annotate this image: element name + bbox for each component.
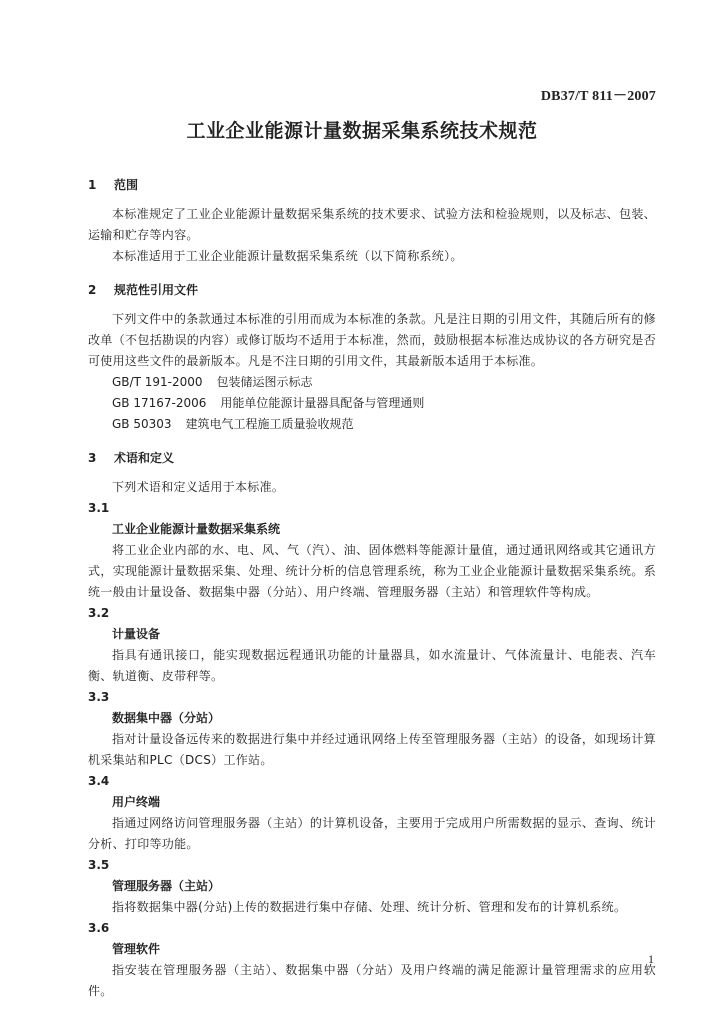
references-paragraph: 下列文件中的条款通过本标准的引用而成为本标准的条款。凡是注日期的引用文件，其随后所有的修改单（不包括勘误的内容）或修订版均不适用于本标准，然而，鼓励根据本标准达成协议的各方研究是否可使用这些文件的最新版本。凡是不注日期的引用文件，其最新版本适用于本标准。 — [88, 312, 656, 368]
clause-number: 3.5 — [88, 858, 110, 872]
section-title: 规范性引用文件 — [114, 283, 199, 297]
section-title: 范围 — [114, 178, 139, 192]
term-definition: 指对计量设备远传来的数据进行集中并经过通讯网络上传至管理服务器（主站）的设备，如现场计算机采集站和PLC（DCS）工作站。 — [88, 732, 656, 767]
reference-item — [112, 414, 656, 435]
reference-name: 用能单位能源计量器具配备与管理通则 — [220, 396, 425, 410]
document-number: DB37/T 811－2007 — [540, 89, 656, 104]
reference-item — [112, 372, 656, 393]
clause-number: 3.3 — [88, 690, 110, 704]
term-definition: 将工业企业内部的水、电、风、气（汽）、油、固体燃料等能源计量值，通过通讯网络或其它通讯方式，实现能源计量数据采集、处理、统计分析的信息管理系统，称为工业企业能源计量数据采集系统。系统一般由计量设备、数据集中器（分站）、用户终端、管理服务器（主站）和管理软件等构成。 — [88, 543, 656, 599]
term-name: 用户终端 — [112, 795, 161, 809]
term-definition: 指安装在管理服务器（主站）、数据集中器（分站）及用户终端的满足能源计量管理需求的应用软件。 — [88, 963, 656, 998]
section-heading-normative-references — [88, 281, 656, 299]
term-definition: 指具有通讯接口，能实现数据远程通讯功能的计量器具，如水流量计、气体流量计、电能表、汽车衡、轨道衡、皮带秤等。 — [88, 648, 656, 683]
term-name: 计量设备 — [112, 627, 161, 641]
clause-number: 3.6 — [88, 921, 110, 935]
section-heading-scope — [88, 176, 656, 194]
reference-name: 包装储运图示标志 — [216, 375, 313, 389]
reference-item — [112, 393, 656, 414]
reference-code: GB 50303 — [112, 417, 172, 431]
reference-code: GB/T 191-2000 — [112, 375, 203, 389]
term-definition: 指将数据集中器(分站)上传的数据进行集中存储、处理、统计分析、管理和发布的计算机系统。 — [112, 900, 627, 914]
section-title: 术语和定义 — [114, 451, 175, 465]
section-number: 2 — [88, 283, 97, 297]
section-heading-terms — [88, 449, 656, 467]
section-number: 3 — [88, 451, 97, 465]
scope-paragraph-1: 本标准规定了工业企业能源计量数据采集系统的技术要求、试验方法和检验规则，以及标志、包装、运输和贮存等内容。 — [88, 207, 656, 242]
scope-paragraph-2: 本标准适用于工业企业能源计量数据采集系统（以下简称系统）。 — [112, 249, 463, 263]
clause-number: 3.4 — [88, 774, 110, 788]
clause-number: 3.2 — [88, 606, 110, 620]
reference-name: 建筑电气工程施工质量验收规范 — [185, 417, 354, 431]
page-number: 1 — [648, 952, 654, 966]
terms-intro: 下列术语和定义适用于本标准。 — [112, 480, 285, 494]
term-name: 管理服务器（主站） — [112, 879, 221, 893]
document-body — [88, 176, 656, 1002]
section-number: 1 — [88, 178, 97, 192]
term-name: 管理软件 — [112, 942, 161, 956]
term-definition: 指通过网络访问管理服务器（主站）的计算机设备，主要用于完成用户所需数据的显示、查询、统计分析、打印等功能。 — [88, 816, 656, 851]
term-name: 数据集中器（分站） — [112, 711, 221, 725]
reference-code: GB 17167-2006 — [112, 396, 207, 410]
term-name: 工业企业能源计量数据采集系统 — [112, 522, 281, 536]
clause-number: 3.1 — [88, 501, 110, 515]
document-title: 工业企业能源计量数据采集系统技术规范 — [186, 120, 538, 142]
